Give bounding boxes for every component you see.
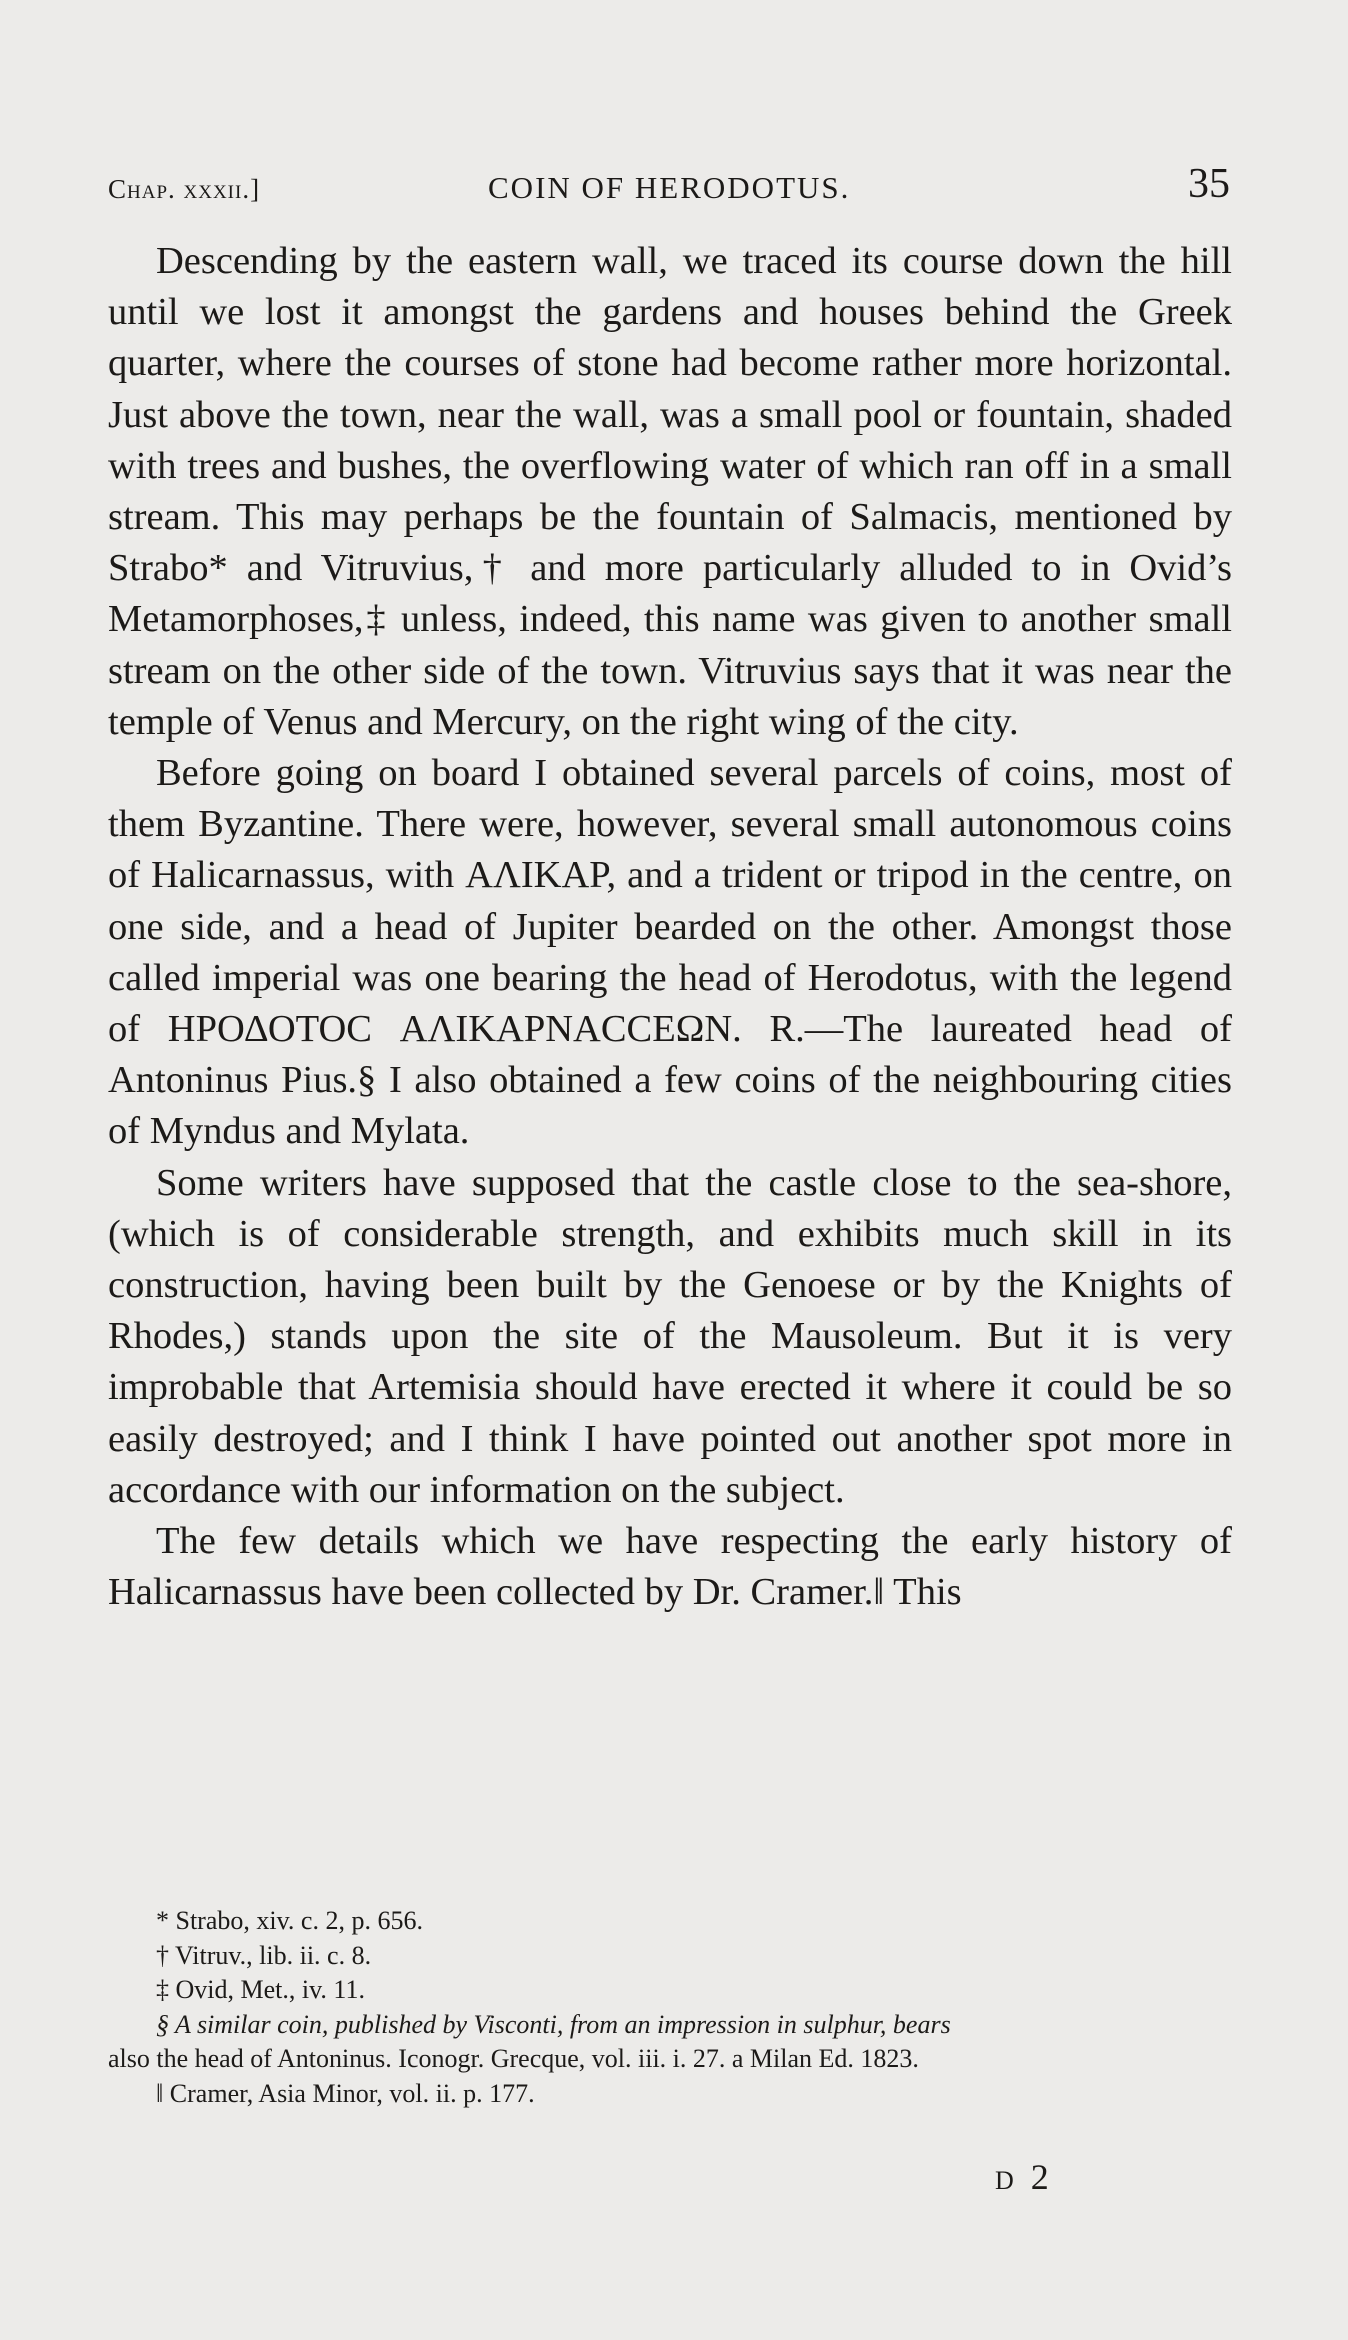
footnotes	[108, 1904, 1232, 2111]
paragraph-salmacis: Descending by the eastern wall, we traced its course down the hill until we lost it amongst the gardens and houses behind the Greek quarter, where the courses of stone had become rather more horizontal. Just above the town, near the wall, was a small pool or fountain, shaded with trees and bushes, the overflowing water of which ran off in a small stream. This may perhaps be the fountain of Salmacis, mentioned by Strabo* and Vitruvius,† and more particularly alluded to in Ovid’s Metamorphoses,‡ unless, indeed, this name was given to another small stream on the other side of the town. Vitruvius says that it was near the temple of Venus and Mercury, on the right wing of the city.	[108, 240, 1232, 743]
signature-number: 2	[1030, 2157, 1053, 2197]
footnote-cramer: ‖ Cramer, Asia Minor, vol. ii. p. 177.	[156, 2078, 535, 2108]
running-header	[108, 160, 1230, 220]
footnote-ovid: ‡ Ovid, Met., iv. 11.	[156, 1975, 365, 2004]
footnote-vitruvius: † Vitruv., lib. ii. c. 8.	[156, 1940, 372, 1970]
footnote-strabo: * Strabo, xiv. c. 2, p. 656.	[156, 1906, 423, 1935]
signature-mark	[995, 2156, 1053, 2198]
main-text	[108, 236, 1232, 1618]
signature-letter: D	[995, 2166, 1018, 2195]
paragraph-coins: Before going on board I obtained several parcels of coins, most of them Byzantine. There were, however, several small autonomous coins of Halicarnassus, with ΑΛΙΚΑΡ, and a trident or tripod in the centre, on one side, and a head of Jupiter bearded on the other. Amongst those called imperial was one bearing the head of Herodotus, with the legend of ΗΡΟΔΟΤΟC ΑΛΙΚΑΡΝΑCCΕΩΝ. R.—The laureated head of Antoninus Pius.§ I also obtained a few coins of the neighbouring cities of Myndus and Mylata.	[108, 752, 1232, 1153]
paragraph-castle: Some writers have supposed that the castle close to the sea-shore, (which is of considerable strength, and exhibits much skill in its construction, having been built by the Genoese or by the Knights of Rhodes,) stands upon the site of the Mausoleum. But it is very improbable that Artemisia should have erected it where it could be so easily destroyed; and I think I have pointed out another spot more in accordance with our information on the subject.	[108, 1161, 1232, 1511]
paragraph-history: The few details which we have respecting the early history of Halicarnassus have been collected by Dr. Cramer.‖ This	[108, 1520, 1232, 1614]
chapter-label: Chap. xxxii.]	[108, 174, 261, 204]
page-heading: COIN OF HERODOTUS.	[488, 170, 851, 205]
footnote-visconti-line-2: also the head of Antoninus. Iconogr. Grecque, vol. iii. i. 27. a Milan Ed. 1823.	[108, 2044, 919, 2073]
footnote-visconti-line-1: § A similar coin, published by Visconti, from an impression in sulphur, bears	[156, 2009, 951, 2039]
page-number: 35	[1188, 161, 1230, 207]
